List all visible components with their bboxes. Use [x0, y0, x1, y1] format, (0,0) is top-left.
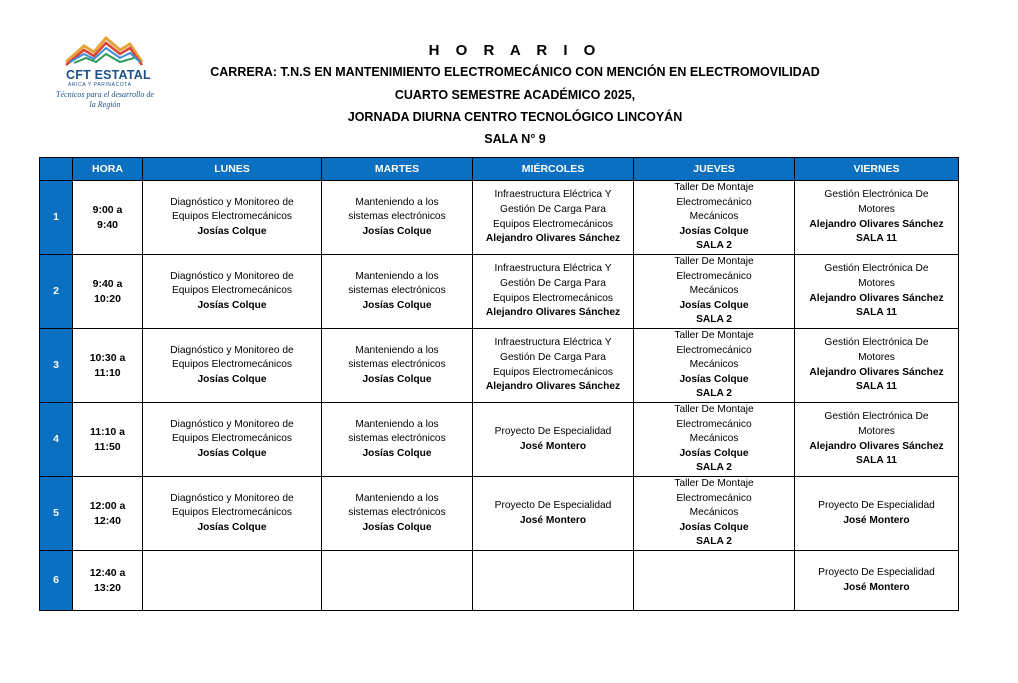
subject-line: sistemas electrónicos	[348, 285, 446, 297]
subject-line: Gestión De Carga Para	[500, 351, 606, 363]
header-miercoles: MIÉRCOLES	[473, 158, 634, 181]
subject-line: Equipos Electromecánicos	[492, 366, 614, 378]
room-label: SALA 2	[696, 388, 732, 400]
room-label: SALA 11	[856, 455, 897, 467]
subject-line: Electromecánico	[676, 344, 752, 356]
class-cell-jueves	[634, 329, 795, 403]
subject-line: Gestión Electrónica De	[824, 189, 929, 201]
class-cell-martes	[322, 403, 473, 477]
subject-line: Motores	[858, 425, 895, 437]
teacher-name: Josías Colque	[679, 521, 749, 533]
subject-line: Infraestructura Eléctrica Y	[494, 189, 612, 201]
logo-tagline: Técnicos para el desarrollo de la Región	[56, 90, 154, 109]
table-row	[40, 551, 959, 611]
time-line: 11:10 a	[89, 425, 126, 438]
subject-line: Gestión Electrónica De	[824, 411, 929, 423]
teacher-name: Alejandro Olivares Sánchez	[485, 381, 621, 393]
room-label: SALA 2	[696, 240, 732, 252]
class-cell-miercoles	[473, 255, 634, 329]
subject-line: Gestión De Carga Para	[500, 203, 606, 215]
teacher-name: Josías Colque	[197, 373, 267, 385]
time-line: 11:10	[94, 366, 121, 379]
teacher-name: Josías Colque	[197, 447, 267, 459]
header-lunes: LUNES	[143, 158, 322, 181]
subject-line: Diagnóstico y Monitoreo de	[170, 196, 294, 208]
teacher-name: Josías Colque	[362, 225, 432, 237]
header-num	[40, 158, 73, 181]
class-cell-jueves	[634, 181, 795, 255]
room-label: SALA 2	[696, 536, 732, 548]
class-cell-miercoles	[473, 181, 634, 255]
class-cell-jueves	[634, 551, 795, 611]
row-number: 6	[40, 551, 73, 611]
time-line: 12:40 a	[89, 566, 126, 579]
subject-line: Manteniendo a los	[355, 270, 439, 282]
class-cell-viernes	[795, 551, 959, 611]
subject-line: Motores	[858, 351, 895, 363]
room-label: SALA 11	[856, 233, 897, 245]
row-number: 2	[40, 255, 73, 329]
row-number: 1	[40, 181, 73, 255]
logo-brand: CFT ESTATAL	[66, 68, 151, 82]
teacher-name: José Montero	[843, 514, 910, 526]
class-cell-viernes	[795, 329, 959, 403]
class-cell-lunes	[143, 329, 322, 403]
class-cell-martes	[322, 181, 473, 255]
time-line: 13:20	[94, 581, 121, 594]
teacher-name: Alejandro Olivares Sánchez	[809, 218, 944, 230]
subject-line: Infraestructura Eléctrica Y	[494, 263, 612, 275]
table-row	[40, 403, 959, 477]
time-line: 9:00 a	[92, 203, 123, 216]
subject-line: Taller De Montaje	[674, 404, 754, 416]
class-cell-viernes	[795, 403, 959, 477]
semester-line: CUARTO SEMESTRE ACADÉMICO 2025,	[394, 88, 636, 102]
time-cell	[73, 181, 143, 255]
subject-line: Electromecánico	[676, 270, 752, 282]
row-number: 4	[40, 403, 73, 477]
teacher-name: Alejandro Olivares Sánchez	[485, 307, 621, 319]
time-cell	[73, 477, 143, 551]
table-row	[40, 255, 959, 329]
teacher-name: Josías Colque	[362, 299, 432, 311]
subject-line: Mecánicos	[689, 211, 739, 223]
time-line: 9:40 a	[92, 277, 123, 290]
teacher-name: Josías Colque	[197, 299, 267, 311]
subject-line: Mecánicos	[689, 507, 739, 519]
time-cell	[73, 403, 143, 477]
subject-line: Electromecánico	[676, 418, 752, 430]
class-cell-martes	[322, 477, 473, 551]
page-title: H O R A R I O	[428, 42, 602, 59]
subject-line: Gestión Electrónica De	[824, 337, 929, 349]
subject-line: sistemas electrónicos	[348, 211, 446, 223]
subject-line: Manteniendo a los	[355, 418, 439, 430]
subject-line: Equipos Electromecánicos	[492, 218, 614, 230]
subject-line: Manteniendo a los	[355, 344, 439, 356]
subject-line: Equipos Electromecánicos	[171, 507, 293, 519]
row-number: 5	[40, 477, 73, 551]
time-cell	[73, 551, 143, 611]
subject-line: Diagnóstico y Monitoreo de	[170, 492, 294, 504]
teacher-name: Josías Colque	[679, 373, 749, 385]
class-cell-martes	[322, 551, 473, 611]
teacher-name: Josías Colque	[679, 447, 749, 459]
class-cell-viernes	[795, 181, 959, 255]
schedule-table	[39, 157, 959, 611]
subject-line: Infraestructura Eléctrica Y	[494, 337, 612, 349]
header-viernes: VIERNES	[795, 158, 959, 181]
time-line: 12:40	[94, 514, 121, 527]
subject-line: Motores	[858, 277, 895, 289]
subject-line: Proyecto De Especialidad	[818, 566, 935, 578]
teacher-name: Josías Colque	[197, 225, 267, 237]
teacher-name: Alejandro Olivares Sánchez	[809, 366, 944, 378]
time-cell	[73, 329, 143, 403]
subject-line: Taller De Montaje	[674, 330, 754, 342]
teacher-name: José Montero	[519, 440, 587, 452]
subject-line: Proyecto De Especialidad	[818, 499, 935, 511]
room-line: SALA N° 9	[484, 132, 546, 146]
teacher-name: Josías Colque	[679, 225, 749, 237]
class-cell-miercoles	[473, 477, 634, 551]
class-cell-viernes	[795, 255, 959, 329]
time-cell	[73, 255, 143, 329]
teacher-name: Josías Colque	[362, 447, 432, 459]
teacher-name: Josías Colque	[197, 521, 267, 533]
subject-line: Diagnóstico y Monitoreo de	[170, 270, 294, 282]
subject-line: Taller De Montaje	[674, 478, 754, 490]
subject-line: Gestión De Carga Para	[500, 277, 606, 289]
table-row	[40, 181, 959, 255]
subject-line: Equipos Electromecánicos	[171, 359, 293, 371]
subject-line: sistemas electrónicos	[348, 507, 446, 519]
subject-line: Equipos Electromecánicos	[171, 433, 293, 445]
subject-line: Manteniendo a los	[355, 492, 439, 504]
teacher-name: Alejandro Olivares Sánchez	[485, 233, 621, 245]
class-cell-martes	[322, 329, 473, 403]
institution-logo	[52, 32, 158, 118]
schedule-line: JORNADA DIURNA CENTRO TECNOLÓGICO LINCOYÁN	[347, 110, 683, 124]
class-cell-jueves	[634, 477, 795, 551]
row-number: 3	[40, 329, 73, 403]
subject-line: Diagnóstico y Monitoreo de	[170, 344, 294, 356]
subject-line: Mecánicos	[689, 359, 739, 371]
subject-line: Proyecto De Especialidad	[494, 499, 612, 511]
class-cell-jueves	[634, 403, 795, 477]
time-line: 10:30 a	[89, 351, 126, 364]
subject-line: Taller De Montaje	[674, 182, 754, 194]
class-cell-lunes	[143, 255, 322, 329]
class-cell-lunes	[143, 477, 322, 551]
subject-line: Equipos Electromecánicos	[171, 285, 293, 297]
mountain-logo-icon	[64, 32, 144, 66]
logo-region: ARICA Y PARINACOTA	[68, 82, 132, 88]
teacher-name: Josías Colque	[679, 299, 749, 311]
teacher-name: José Montero	[519, 514, 587, 526]
class-cell-martes	[322, 255, 473, 329]
teacher-name: Josías Colque	[362, 373, 432, 385]
class-cell-miercoles	[473, 329, 634, 403]
subject-line: Equipos Electromecánicos	[171, 211, 293, 223]
subject-line: Mecánicos	[689, 285, 739, 297]
subject-line: Proyecto De Especialidad	[494, 425, 612, 437]
class-cell-miercoles	[473, 403, 634, 477]
room-label: SALA 11	[856, 307, 897, 319]
class-cell-miercoles	[473, 551, 634, 611]
header-jueves: JUEVES	[634, 158, 795, 181]
class-cell-jueves	[634, 255, 795, 329]
table-row	[40, 329, 959, 403]
subject-line: Manteniendo a los	[355, 196, 439, 208]
subject-line: Gestión Electrónica De	[824, 263, 929, 275]
subject-line: Mecánicos	[689, 433, 739, 445]
career-line: CARRERA: T.N.S EN MANTENIMIENTO ELECTROMECÁNICO CON MENCIÓN EN ELECTROMOVILIDAD	[210, 65, 820, 79]
class-cell-lunes	[143, 551, 322, 611]
subject-line: Equipos Electromecánicos	[492, 292, 614, 304]
table-row	[40, 477, 959, 551]
time-line: 11:50	[94, 440, 121, 453]
teacher-name: Alejandro Olivares Sánchez	[809, 292, 944, 304]
room-label: SALA 11	[856, 381, 897, 393]
time-line: 9:40	[96, 218, 118, 231]
subject-line: sistemas electrónicos	[348, 359, 446, 371]
class-cell-lunes	[143, 181, 322, 255]
class-cell-viernes	[795, 477, 959, 551]
table-header-row	[40, 158, 959, 181]
time-line: 10:20	[94, 292, 121, 305]
subject-line: sistemas electrónicos	[348, 433, 446, 445]
header-martes: MARTES	[322, 158, 473, 181]
teacher-name: José Montero	[843, 581, 910, 593]
subject-line: Electromecánico	[676, 492, 752, 504]
subject-line: Electromecánico	[676, 196, 752, 208]
header-hora: HORA	[73, 158, 143, 181]
subject-line: Motores	[858, 203, 895, 215]
time-line: 12:00 a	[89, 499, 126, 512]
subject-line: Taller De Montaje	[674, 256, 754, 268]
teacher-name: Alejandro Olivares Sánchez	[809, 440, 944, 452]
room-label: SALA 2	[696, 314, 732, 326]
room-label: SALA 2	[696, 462, 732, 474]
subject-line: Diagnóstico y Monitoreo de	[170, 418, 294, 430]
teacher-name: Josías Colque	[362, 521, 432, 533]
class-cell-lunes	[143, 403, 322, 477]
